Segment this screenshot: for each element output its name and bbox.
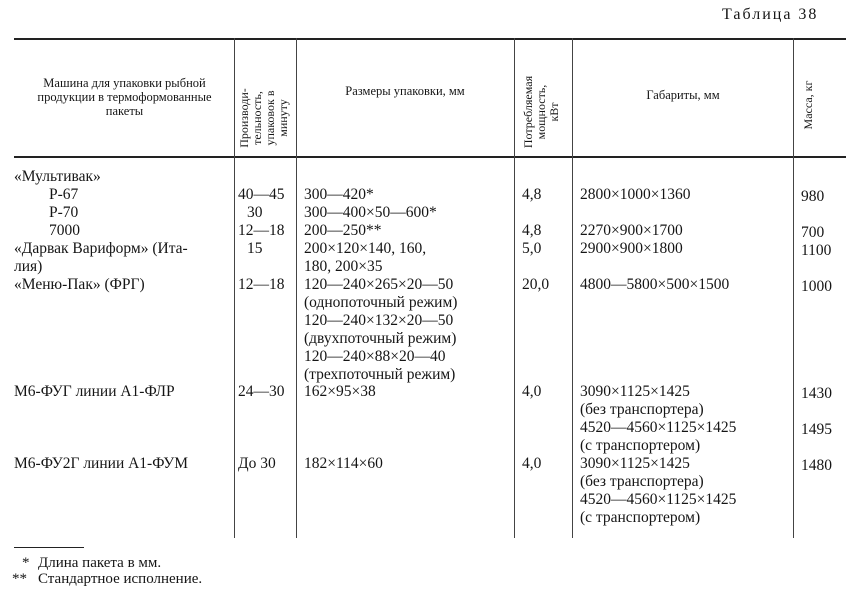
- column-divider: [234, 38, 235, 538]
- machine-name: Р-70: [49, 204, 79, 221]
- mass-value: 700: [801, 224, 825, 241]
- package-size-note: (однопоточный режим): [304, 294, 458, 311]
- power-value: 4,8: [522, 222, 542, 239]
- table-top-rule: [14, 38, 846, 40]
- footnote-mark: *: [22, 555, 30, 571]
- package-size: 200×120×140, 160,: [304, 240, 427, 257]
- productivity-value: 40—45: [238, 186, 285, 203]
- power-value: 4,8: [522, 186, 542, 203]
- mass-value: 1495: [801, 421, 832, 438]
- productivity-value: До 30: [238, 455, 276, 472]
- header-machine: Машина для упаковки рыбной продукции в термоформованные пакеты: [37, 76, 212, 118]
- productivity-value: 12—18: [238, 276, 285, 293]
- dimensions-value: 4800—5800×500×1500: [580, 276, 730, 293]
- footnote-rule: [14, 547, 84, 548]
- column-divider: [793, 38, 794, 538]
- mass-value: 980: [801, 188, 825, 205]
- header-dimensions: Габариты, мм: [646, 88, 720, 102]
- productivity-value: 24—30: [238, 383, 285, 400]
- dimensions-note: (с транспортером): [580, 437, 701, 454]
- mass-value: 1100: [801, 242, 832, 259]
- productivity-value: 15: [247, 240, 263, 257]
- package-size-note: (двухпоточный режим): [304, 330, 457, 347]
- power-value: 5,0: [522, 240, 542, 257]
- mass-value: 1430: [801, 385, 832, 402]
- dimensions-value: 2900×900×1800: [580, 240, 683, 257]
- machine-name: Р-67: [49, 186, 79, 203]
- package-size: 300—420*: [304, 186, 374, 203]
- machine-name: «Меню-Пак» (ФРГ): [14, 276, 145, 293]
- dimensions-value: 3090×1125×1425: [580, 383, 690, 400]
- productivity-value: 12—18: [238, 222, 285, 239]
- footnote-mark: **: [12, 571, 27, 587]
- dimensions-note: (с транспортером): [580, 509, 701, 526]
- package-size: 120—240×132×20—50: [304, 312, 454, 329]
- header-productivity: Производи- тельность, упаковок в минуту: [237, 88, 290, 148]
- column-divider: [296, 38, 297, 538]
- dimensions-note: (без транспортера): [580, 473, 704, 490]
- footnote-text: Длина пакета в мм.: [38, 555, 162, 571]
- package-size-note: (трехпоточный режим): [304, 366, 456, 383]
- dimensions-value: 4520—4560×1125×1425: [580, 491, 737, 508]
- power-value: 4,0: [522, 383, 542, 400]
- package-size: 162×95×38: [304, 383, 376, 400]
- table-title: Таблица 38: [722, 6, 819, 23]
- mass-value: 1000: [801, 278, 832, 295]
- dimensions-value: 3090×1125×1425: [580, 455, 690, 472]
- package-size: 120—240×88×20—40: [304, 348, 446, 365]
- dimensions-note: (без транспортера): [580, 401, 704, 418]
- machine-name: М6-ФУ2Г линии А1-ФУМ: [14, 455, 189, 472]
- dimensions-value: 2800×1000×1360: [580, 186, 691, 203]
- header-power: Потребляемая мощность, кВт: [521, 75, 561, 149]
- column-divider: [572, 38, 573, 538]
- machine-name: лия): [14, 258, 43, 275]
- dimensions-value: 2270×900×1700: [580, 222, 683, 239]
- package-size: 180, 200×35: [304, 258, 383, 275]
- machine-name: М6-ФУГ линии А1-ФЛР: [14, 383, 175, 400]
- package-size: 182×114×60: [304, 455, 383, 472]
- package-size: 200—250**: [304, 222, 382, 239]
- power-value: 4,0: [522, 455, 542, 472]
- package-size: 120—240×265×20—50: [304, 276, 454, 293]
- productivity-value: 30: [247, 204, 263, 221]
- machine-name: «Дарвак Вариформ» (Ита-: [14, 240, 188, 257]
- mass-value: 1480: [801, 457, 832, 474]
- header-bottom-rule: [14, 156, 846, 158]
- machine-name: «Мультивак»: [14, 168, 101, 185]
- dimensions-value: 4520—4560×1125×1425: [580, 419, 737, 436]
- footnote-text: Стандартное исполнение.: [38, 571, 203, 587]
- column-divider: [514, 38, 515, 538]
- power-value: 20,0: [522, 276, 550, 293]
- machine-name: 7000: [49, 222, 80, 239]
- header-sizes: Размеры упаковки, мм: [345, 84, 465, 98]
- package-size: 300—400×50—600*: [304, 204, 437, 221]
- header-mass: Масса, кг: [801, 80, 815, 130]
